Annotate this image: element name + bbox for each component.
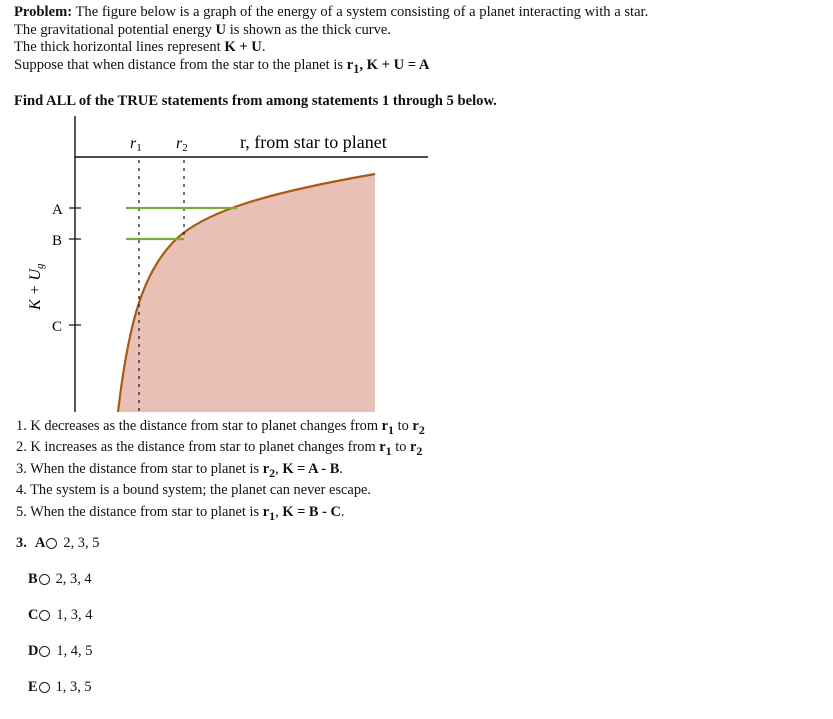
statement-4-pre: 4. The system is a bound system; the planet can never escape. [16,482,372,499]
statement-3-pre: 3. When the distance from star to planet is [16,460,263,477]
problem-line-3 [14,39,819,57]
problem-line-4-r: r [346,56,354,73]
radio-button-icon[interactable] [39,682,50,693]
statement-3 [16,461,425,482]
statement-3-a-sub: 2 [269,465,276,480]
y-axis-label: K + Ug [27,263,46,310]
r2-label: r2 [176,135,188,154]
option-text: 1, 3, 5 [55,679,92,695]
radio-button-icon[interactable] [39,646,50,657]
option-letter: C [28,607,39,623]
question-number: 3. [16,535,27,551]
statement-1-a: r [381,418,389,434]
statement-5-mid: , [275,503,283,520]
option-b[interactable] [28,571,92,588]
statement-3-mid: , [275,460,283,477]
option-text: 2, 3, 4 [55,571,92,587]
statement-1-pre: 1. K decreases as the distance from star to planet changes from [16,418,382,434]
problem-line-3-text: The thick horizontal lines represent [14,39,225,55]
problem-line-4-r-sub: 1 [353,61,360,76]
statement-2 [16,439,425,460]
option-e[interactable] [28,679,92,696]
option-letter: E [28,679,38,695]
option-a[interactable] [35,535,99,552]
problem-line-3-symbol: K + U [224,39,262,55]
statement-3-post: . [339,460,343,477]
option-text: 1, 4, 5 [56,643,93,659]
potential-well-fill [118,174,375,412]
statement-2-b-sub: 2 [416,444,423,459]
option-text: 2, 3, 5 [63,535,100,551]
radio-button-icon[interactable] [46,538,57,549]
statement-5-b: K = B - C [282,503,341,520]
energy-graph [0,112,480,417]
statement-1-mid: to [394,418,413,434]
option-letter: D [28,643,39,659]
tick-a-label: A [52,202,63,218]
problem-text [14,4,819,78]
statement-1 [16,418,425,439]
option-letter: A [35,535,46,551]
statement-3-b: K = A - B [282,460,340,477]
tick-b-label: B [52,233,63,249]
statement-5-post: . [340,503,345,520]
option-d[interactable] [28,643,92,660]
option-c[interactable] [28,607,92,624]
statement-5-a: r [262,503,270,520]
x-axis-label: r, from star to planet [240,132,387,152]
statement-2-a: r [379,439,386,456]
statement-4 [16,482,425,503]
option-letter: B [28,571,38,587]
problem-line-2-end: is shown as the thick curve. [226,21,392,38]
problem-sentence-1: The figure below is a graph of the energy of a system consisting of a planet interacting with a star. [75,4,649,20]
statement-1-a-sub: 1 [388,422,395,437]
statement-2-mid: to [391,439,411,456]
problem-line-2 [14,22,819,40]
problem-line-1 [14,4,819,22]
problem-line-4-text: Suppose that when distance from the star to the planet is [14,56,347,73]
statement-3-a: r [262,460,270,477]
tick-c-label: C [52,319,63,335]
problem-line-2-symbol: U [215,21,227,38]
statement-1-b-sub: 2 [418,422,425,437]
r1-label: r1 [130,135,142,154]
statement-1-b: r [412,418,419,434]
problem-line-3-end: . [261,39,266,55]
radio-button-icon[interactable] [39,574,50,585]
statement-list [16,418,425,525]
statement-2-b: r [410,439,417,456]
instruction: Find ALL of the TRUE statements from among statements 1 through 5 below. [14,93,497,109]
statement-2-a-sub: 1 [385,444,392,459]
option-text: 1, 3, 4 [56,607,93,623]
problem-line-4 [14,57,819,78]
problem-line-4-eq: , K + U = A [359,56,430,73]
statement-5-a-sub: 1 [269,508,276,523]
statement-5 [16,504,425,525]
radio-button-icon[interactable] [39,610,50,621]
statement-5-pre: 5. When the distance from star to planet is [16,503,263,520]
problem-label: Problem: [14,4,73,20]
statement-2-pre: 2. K increases as the distance from star to planet changes from [16,439,380,456]
problem-line-2-text: The gravitational potential energy [14,21,216,38]
